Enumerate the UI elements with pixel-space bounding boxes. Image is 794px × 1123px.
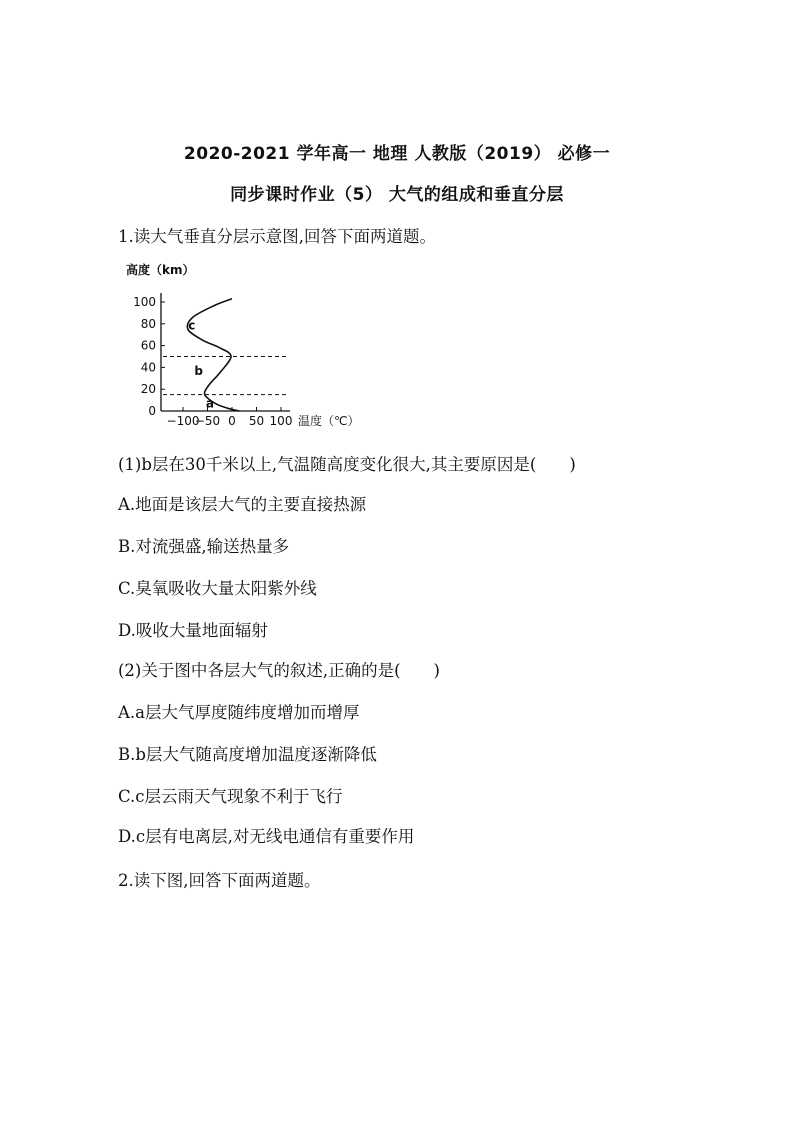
question-1-2-option-b[interactable]: B.b层大气随高度增加温度逐渐降低: [118, 745, 377, 764]
question-1-2-option-c[interactable]: C.c层云雨天气现象不利于飞行: [118, 787, 343, 806]
question-1-2-option-d[interactable]: D.c层有电离层,对无线电通信有重要作用: [118, 827, 415, 846]
layer-label-c: c: [188, 318, 196, 333]
x-tick-label: 0: [228, 414, 236, 428]
question-1-2-stem: (2)关于图中各层大气的叙述,正确的是( ): [118, 661, 440, 680]
atmosphere-layers-chart: [118, 255, 418, 430]
question-2-stem: 2.读下图,回答下面两道题。: [118, 871, 321, 890]
y-tick-label: 80: [140, 316, 156, 331]
question-1-1-option-d[interactable]: D.吸收大量地面辐射: [118, 621, 268, 640]
x-tick-label: 100: [269, 414, 293, 428]
worksheet-subtitle: 同步课时作业（5） 大气的组成和垂直分层: [230, 185, 564, 205]
question-1-1-option-c[interactable]: C.臭氧吸收大量太阳紫外线: [118, 579, 317, 598]
layer-label-b: b: [194, 364, 203, 379]
x-tick-label: 50: [248, 414, 265, 428]
y-tick-label: 60: [140, 338, 156, 353]
layer-label-a: a: [205, 396, 215, 411]
question-1-1-stem: (1)b层在30千米以上,气温随高度变化很大,其主要原因是( ): [118, 455, 576, 474]
y-tick-label: 40: [140, 360, 156, 375]
worksheet-title: 2020-2021 学年高一 地理 人教版（2019） 必修一: [183, 144, 611, 164]
y-tick-label: 100: [133, 295, 156, 309]
question-1-stem: 1.读大气垂直分层示意图,回答下面两道题。: [118, 227, 436, 246]
x-axis-title: 温度（℃）: [298, 414, 360, 428]
y-axis-title: 高度（km）: [126, 263, 195, 277]
y-tick-label: 0: [148, 404, 156, 418]
question-1-1-option-b[interactable]: B.对流强盛,输送热量多: [118, 537, 290, 556]
question-1-1-option-a[interactable]: A.地面是该层大气的主要直接热源: [118, 495, 367, 514]
question-1-2-option-a[interactable]: A.a层大气厚度随纬度增加而增厚: [118, 703, 360, 722]
y-tick-label: 20: [140, 382, 156, 397]
x-tick-label: −100: [166, 414, 200, 428]
x-tick-label: −50: [194, 414, 221, 428]
